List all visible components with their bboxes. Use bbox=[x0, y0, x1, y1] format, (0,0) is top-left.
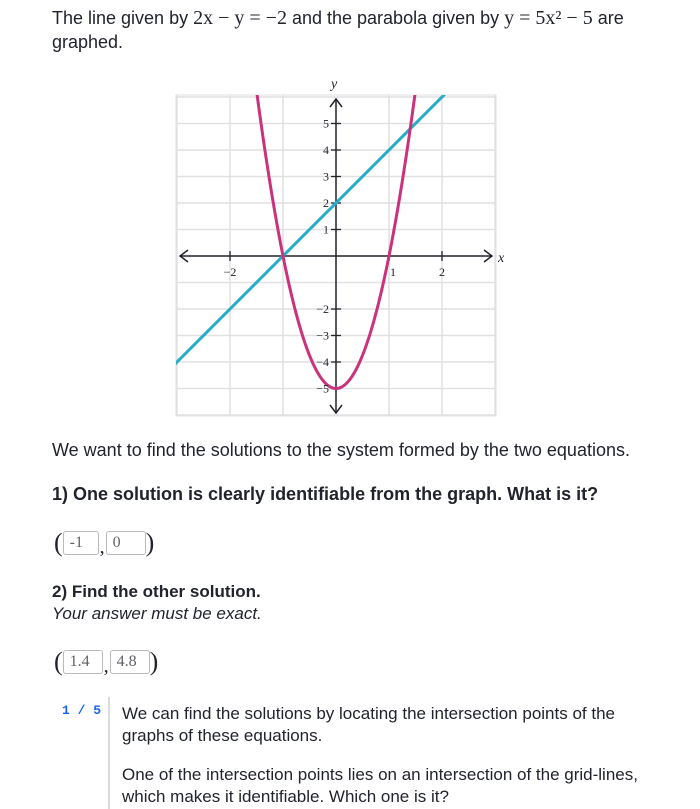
x-axis-label: x bbox=[498, 251, 505, 266]
y-tick-label: 2 bbox=[323, 196, 329, 210]
x-tick-label: 2 bbox=[439, 265, 445, 279]
open-paren: ( bbox=[54, 528, 63, 557]
hint-divider bbox=[108, 697, 110, 809]
y-tick-label: 4 bbox=[323, 143, 329, 157]
close-paren: ) bbox=[145, 528, 155, 557]
question-part2-note: Your answer must be exact. bbox=[52, 604, 262, 623]
x-tick-label: 1 bbox=[390, 265, 396, 279]
question-part1: 1) One solution is clearly identifiable from the graph. What is it? bbox=[52, 484, 599, 504]
comma: , bbox=[103, 654, 109, 677]
parabola-equation: y = 5x² − 5 bbox=[504, 7, 593, 29]
answer2-x-input[interactable]: 1.4 bbox=[63, 650, 103, 674]
question-intro: We want to find the solutions to the system formed by the two equations. bbox=[52, 440, 630, 460]
x-tick-label: −2 bbox=[223, 265, 237, 279]
question-part2: 2) Find the other solution. bbox=[52, 582, 261, 601]
hint-2: One of the intersection points lies on an intersection of the grid-lines, which makes it identifiable. Which one is it? bbox=[122, 765, 638, 806]
y-tick-label: −4 bbox=[316, 355, 329, 369]
answer1-x-input[interactable]: -1 bbox=[63, 531, 99, 555]
intro-suffix: are graphed. bbox=[52, 8, 624, 52]
intro-mid: and the parabola given by bbox=[291, 8, 500, 28]
y-axis-label: y bbox=[331, 77, 338, 92]
close-paren: ) bbox=[149, 647, 159, 676]
y-tick-label: −2 bbox=[316, 302, 329, 316]
problem-statement bbox=[52, 6, 672, 54]
answer2-tuple bbox=[54, 646, 158, 678]
y-tick-label: −5 bbox=[316, 381, 329, 396]
line-equation: 2x − y = −2 bbox=[193, 7, 287, 29]
open-paren: ( bbox=[54, 647, 63, 676]
y-tick-label: 3 bbox=[323, 169, 329, 184]
y-tick-label: 5 bbox=[323, 116, 329, 131]
answer1-tuple bbox=[54, 527, 154, 559]
y-tick-label: 1 bbox=[323, 222, 329, 237]
coordinate-graph bbox=[172, 75, 505, 425]
y-tick-label: −3 bbox=[316, 328, 329, 343]
hint-1: We can find the solutions by locating the intersection points of the graphs of these equations. bbox=[122, 704, 615, 745]
answer1-y-input[interactable]: 0 bbox=[106, 531, 146, 555]
intro-prefix: The line given by bbox=[52, 8, 189, 28]
comma: , bbox=[99, 535, 105, 558]
hint-counter: 1 / 5 bbox=[62, 703, 102, 718]
answer2-y-input[interactable]: 4.8 bbox=[110, 650, 150, 674]
